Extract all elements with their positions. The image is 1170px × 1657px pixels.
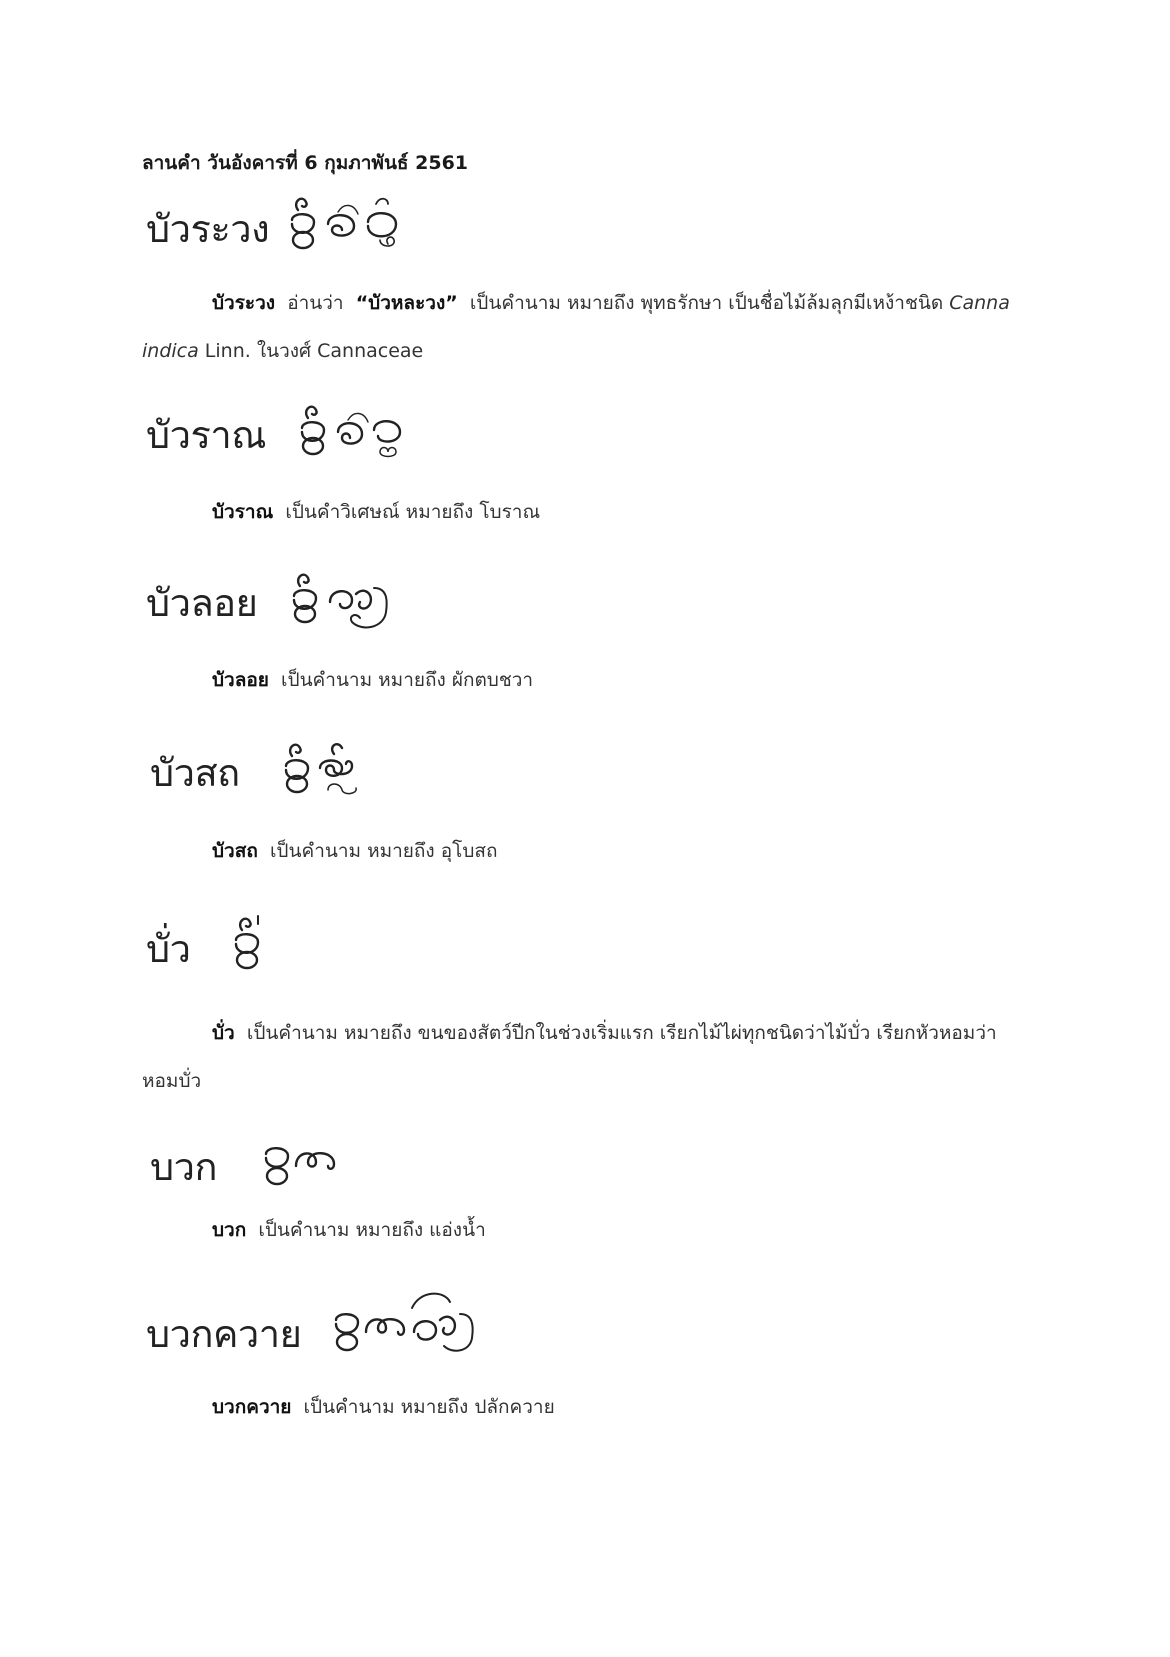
definition-line [212, 1018, 997, 1048]
definition-line [212, 497, 540, 527]
headword-thai: บัวลอย [146, 583, 258, 625]
definition-text: เป็นคำนาม หมายถึง ขนของสัตว์ปีกในช่วงเริ่มแรก เรียกไม้ไผ่ทุกชนิดว่าไม้บั่ว เรียกหัวหอมว่า [246, 1022, 997, 1044]
term: บั่ว [212, 1022, 235, 1044]
headword-thai: บั่ว [146, 929, 191, 971]
definition-continuation: หอมบั่ว [142, 1070, 202, 1092]
headword-thai: บัวระวง [146, 209, 270, 251]
lanna-script-icon [298, 400, 408, 464]
lanna-script-icon [290, 568, 400, 638]
definition-text: เป็นคำนาม หมายถึง ผักตบชวา [281, 669, 534, 691]
scientific-name: Canna [949, 292, 1010, 314]
definition-line [212, 1215, 486, 1245]
lanna-script-icon [332, 1284, 492, 1360]
definition-text: เป็นคำนาม หมายถึง พุทธรักษา เป็นชื่อไม้ล้มลุกมีเหง้าชนิด [469, 292, 944, 314]
term: บัวสถ [212, 840, 258, 862]
lanna-script-icon [282, 738, 372, 806]
headword-thai: บัวสถ [150, 753, 240, 795]
term: บัวลอย [212, 669, 269, 691]
term: บัวระวง [212, 292, 276, 314]
lanna-script-icon [232, 912, 276, 976]
headword-thai: บัวราณ [146, 415, 266, 457]
definition-text: Linn. ในวงศ์ Cannaceae [204, 340, 424, 362]
definition-text: เป็นคำวิเศษณ์ หมายถึง โบราณ [285, 501, 541, 523]
definition-text: อ่านว่า [287, 292, 344, 314]
scientific-name: indica [142, 340, 199, 362]
definition-line [212, 665, 533, 695]
definition-text: เป็นคำนาม หมายถึง ปลักควาย [303, 1396, 555, 1418]
definition-text: เป็นคำนาม หมายถึง แอ่งน้ำ [258, 1219, 486, 1241]
term: บวกควาย [212, 1396, 292, 1418]
definition-line [212, 288, 1010, 318]
headword-thai: บวกควาย [146, 1314, 302, 1356]
definition-line [212, 836, 498, 866]
term: บัวราณ [212, 501, 274, 523]
definition-line [212, 1392, 555, 1422]
lanna-script-icon [262, 1136, 342, 1192]
definition-continuation [142, 336, 423, 366]
page-title: ลานคำ วันอังคารที่ 6 กุมภาพันธ์ 2561 [142, 152, 469, 174]
definition-text: เป็นคำนาม หมายถึง อุโบสถ [269, 840, 498, 862]
lanna-script-icon [288, 190, 413, 254]
reading: “บัวหละวง” [355, 292, 458, 314]
headword-thai: บวก [150, 1147, 217, 1189]
term: บวก [212, 1219, 247, 1241]
